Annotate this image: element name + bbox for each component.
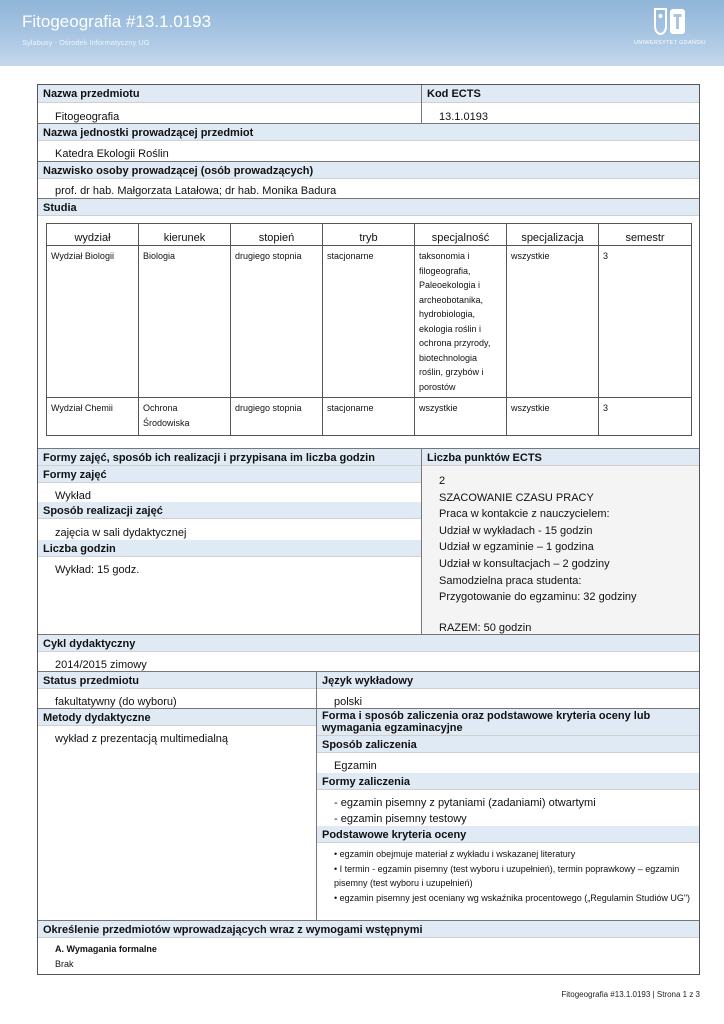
table-cell: drugiego stopnia: [231, 246, 323, 398]
language-value: polski: [334, 696, 363, 708]
criteria-list: [334, 847, 696, 905]
table-cell: 3: [599, 398, 692, 436]
divider: [421, 85, 422, 123]
table-cell: stacjonarne: [323, 398, 415, 436]
ects-line: Udział w wykładach - 15 godzin: [439, 524, 593, 537]
ects-points-label: Liczba punktów ECTS: [422, 449, 699, 466]
hours-value: Wykład: 15 godz.: [55, 564, 140, 576]
list-item: - egzamin pisemny z pytaniami (zadaniami) otwartymi: [334, 797, 596, 809]
hours-label: Liczba godzin: [38, 540, 421, 557]
university-crest-icon: [651, 6, 689, 36]
ects-line: 2: [439, 475, 446, 487]
unit-label: Nazwa jednostki prowadzącej przedmiot: [38, 124, 699, 141]
methods-value: wykład z prezentacją multimedialną: [55, 733, 229, 745]
table-cell: stacjonarne: [323, 246, 415, 398]
ects-line: SZACOWANIE CZASU PRACY: [439, 491, 594, 504]
table-header-row: [47, 224, 692, 246]
prerequisites-label: Określenie przedmiotów wprowadzających wraz z wymogami wstępnymi: [38, 921, 699, 938]
column-header: stopień: [231, 224, 323, 246]
syllabus-document: [37, 84, 700, 975]
column-header: wydział: [47, 224, 139, 246]
table-cell: 3: [599, 246, 692, 398]
delivery-mode-label: Sposób realizacji zajęć: [38, 502, 421, 519]
subject-name-value: Fitogeografia: [55, 111, 120, 123]
status-value: fakultatywny (do wyboru): [55, 696, 177, 708]
page-title: Fitogeografia #13.1.0193: [22, 12, 212, 31]
list-item: - egzamin pisemny testowy: [334, 813, 467, 825]
table-row: [47, 246, 692, 398]
class-types-value: Wykład: [55, 490, 91, 502]
ects-workload: [439, 473, 637, 606]
table-cell: taksonomia i filogeografia, Paleoekologia i archeobotanika, hydrobiologia, ekologia roślin i ochrona przyrody, biotechnologia roślin, grzybów i porostów: [415, 246, 507, 398]
column-header: kierunek: [139, 224, 231, 246]
subject-name-label: Nazwa przedmiotu: [38, 85, 421, 103]
studies-label: Studia: [38, 199, 699, 216]
university-name: UNIWERSYTET GDAŃSKI: [634, 40, 706, 46]
formal-requirements-label: A. Wymagania formalne: [55, 944, 157, 954]
assessment-forms-label: Formy zaliczenia: [317, 773, 699, 790]
ects-line: Samodzielna praca studenta:: [439, 574, 582, 587]
list-item: • egzamin obejmuje materiał z wykładu i wskazanej literatury: [334, 849, 576, 859]
ects-line: Udział w konsultacjach – 2 godziny: [439, 557, 610, 570]
column-header: tryb: [323, 224, 415, 246]
class-types-label: Formy zajęć: [38, 466, 421, 483]
divider: [421, 449, 422, 634]
ects-line: Udział w egzaminie – 1 godzina: [439, 541, 594, 554]
table-cell: Wydział Biologii: [47, 246, 139, 398]
ects-total: RAZEM: 50 godzin: [439, 622, 532, 634]
assessment-method-label: Sposób zaliczenia: [317, 736, 699, 753]
classes-form-label: Formy zajęć, sposób ich realizacji i przypisana im liczba godzin: [38, 449, 421, 466]
delivery-mode-value: zajęcia w sali dydaktycznej: [55, 527, 187, 539]
list-item: • egzamin pisemny jest oceniany wg wskaźnika procentowego („Regulamin Studiów UG"): [334, 892, 691, 903]
language-label: Język wykładowy: [317, 672, 699, 689]
university-logo: [628, 6, 712, 52]
column-header: specjalność: [415, 224, 507, 246]
table-cell: Wydział Chemii: [47, 398, 139, 436]
assessment-forms-list: [334, 795, 596, 827]
ects-code-label: Kod ECTS: [422, 85, 699, 103]
status-label: Status przedmiotu: [38, 672, 316, 689]
page-header: [0, 0, 724, 66]
lecturers-value: prof. dr hab. Małgorzata Latałowa; dr hab. Monika Badura: [55, 185, 337, 197]
table-cell: Biologia: [139, 246, 231, 398]
list-item: • I termin - egzamin pisemny (test wyboru i uzupełnień), termin poprawkowy – egzamin pisemny (test wyboru i uzupełnień): [334, 863, 680, 889]
lecturers-label: Nazwisko osoby prowadzącej (osób prowadzących): [38, 162, 699, 179]
table-cell: wszystkie: [507, 246, 599, 398]
ects-code-value: 13.1.0193: [439, 111, 488, 123]
page-footer: Fitogeografia #13.1.0193 | Strona 1 z 3: [561, 990, 700, 999]
table-cell: Ochrona Środowiska: [139, 398, 231, 436]
criteria-label: Podstawowe kryteria oceny: [317, 826, 699, 843]
ects-line: Praca w kontakcie z nauczycielem:: [439, 508, 610, 521]
studies-table: [46, 223, 692, 436]
teaching-cycle-value: 2014/2015 zimowy: [55, 659, 147, 671]
assessment-method-value: Egzamin: [334, 760, 377, 772]
column-header: specjalizacja: [507, 224, 599, 246]
formal-requirements-value: Brak: [55, 959, 74, 969]
table-cell: drugiego stopnia: [231, 398, 323, 436]
ects-line: Przygotowanie do egzaminu: 32 godziny: [439, 591, 637, 604]
table-cell: wszystkie: [415, 398, 507, 436]
table-cell: wszystkie: [507, 398, 599, 436]
table-row: [47, 398, 692, 436]
methods-label: Metody dydaktyczne: [38, 709, 316, 726]
teaching-cycle-label: Cykl dydaktyczny: [38, 635, 699, 652]
unit-value: Katedra Ekologii Roślin: [55, 148, 169, 160]
assessment-label: Forma i sposób zaliczenia oraz podstawowe kryteria oceny lub wymagania egzaminacyjne: [317, 709, 699, 736]
page-subtitle: Sylabusy - Ośrodek Informatyczny UG: [22, 38, 150, 47]
column-header: semestr: [599, 224, 692, 246]
